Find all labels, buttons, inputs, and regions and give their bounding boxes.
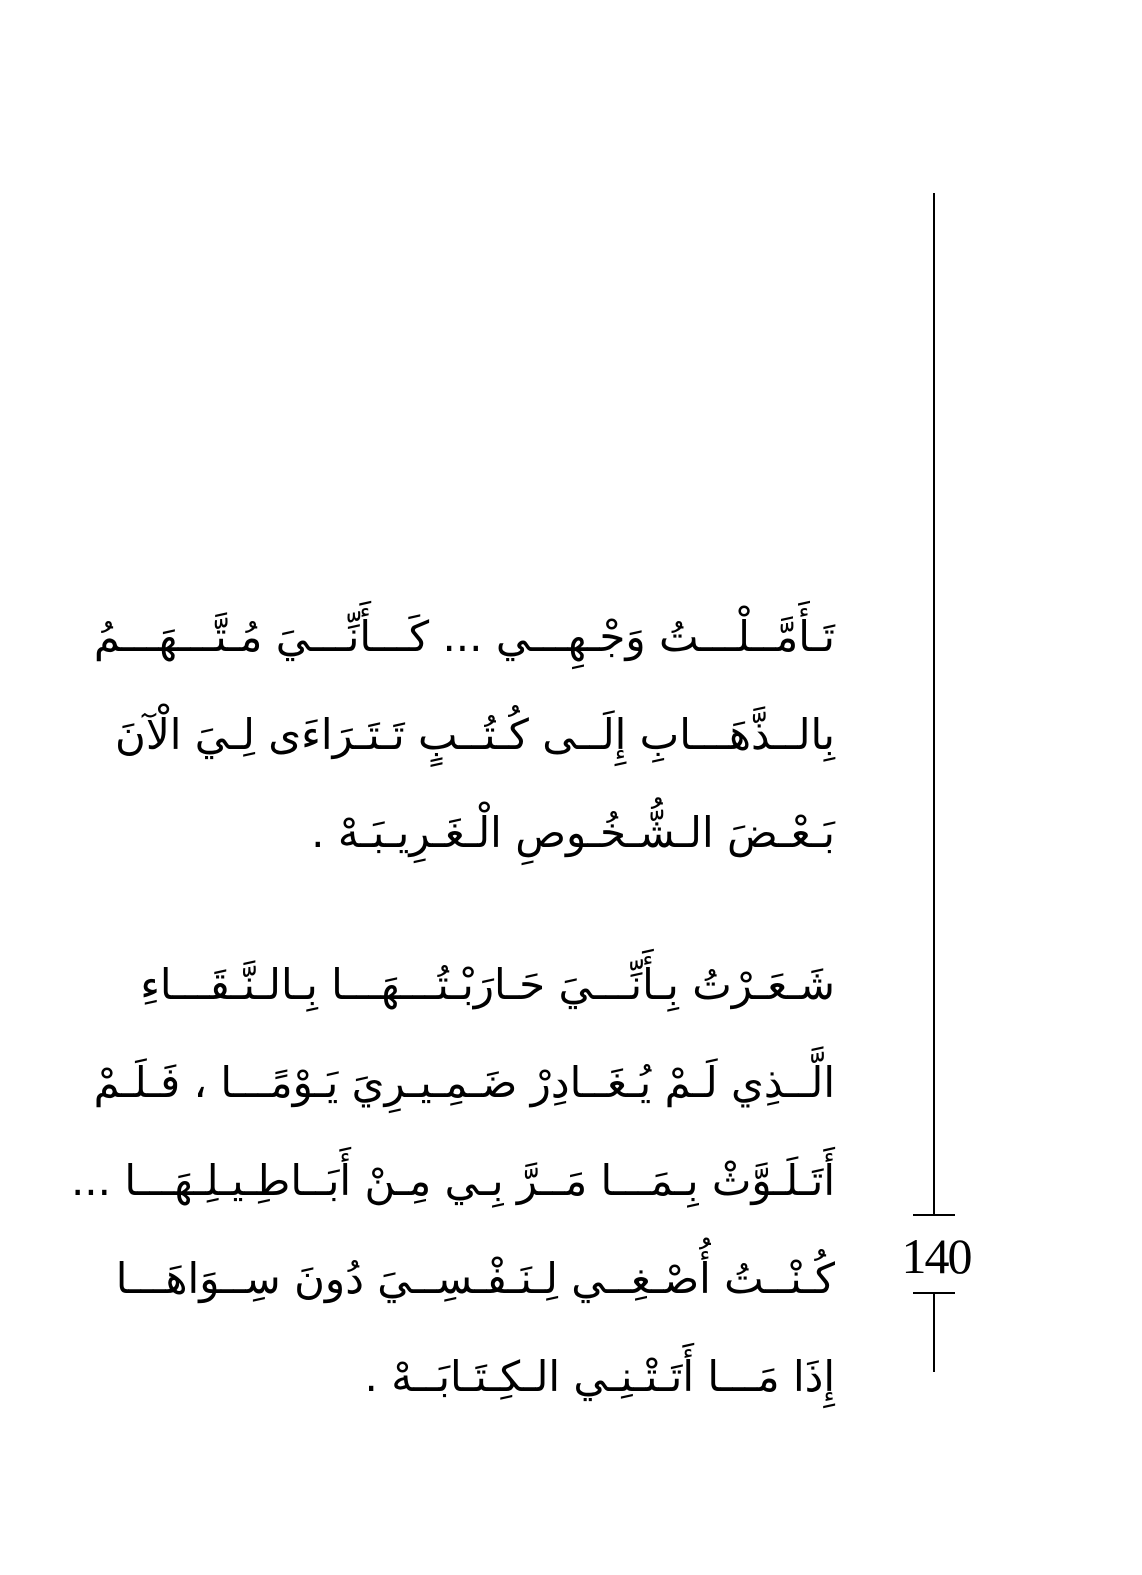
verse-line: شَـعَـرْتُ بِـأَنِّـــيَ حَـارَبْـتُـــهَـــا بِـالـنَّـقَـــاءِ: [140, 960, 835, 1009]
margin-rule-top: [933, 193, 935, 1216]
verse-line: بَـعْـضَ الـشُّـخُـوصِ الْـغَـرِيـبَـهْ .: [311, 808, 835, 857]
page-number: 140: [901, 1228, 971, 1284]
margin-rule-bottom: [933, 1292, 935, 1372]
verse-line: إِذَا مَـــا أَتَـتْـنِـي الـكِـتَـابَــهْ .: [364, 1352, 835, 1401]
verse-line: كُـنْــتُ أُصْـغِــي لِـنَـفْـسِــيَ دُونَ سِــوَاهَـــا: [115, 1254, 835, 1303]
verse-line: أَتَـلَـوَّثْ بِـمَـــا مَــرَّ بِـي مِـنْ أَبَــاطِـيـلِـهَـــا ...: [70, 1156, 835, 1205]
verse-line: بِالــذَّهَـــابِ إِلَــى كُـتُــبٍ تَـتَـرَاءَى لِـيَ الْآنَ: [114, 710, 835, 759]
verse-line: تَـأَمَّــلْـــتُ وَجْـهِـــي ... كَـــأَنِّـــيَ مُـتَّـــهَـــمُ: [93, 612, 835, 661]
stanza-2: [70, 960, 835, 1450]
margin-tick-top: [913, 1214, 955, 1216]
verse-line: الَّــذِي لَـمْ يُـغَــادِرْ ضَـمِـيـرِيَ يَـوْمًـــا ، فَـلَـمْ: [93, 1058, 835, 1107]
stanza-1: [93, 612, 835, 906]
